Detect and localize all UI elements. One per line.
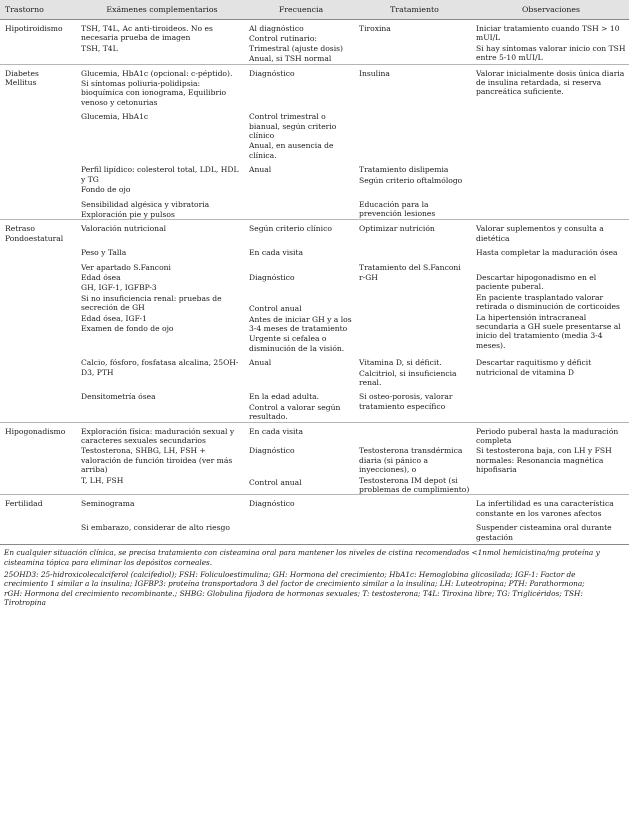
- freq-text: Antes de iniciar GH y a los 3-4 meses de tratamiento: [249, 314, 352, 333]
- table-row: [0, 160, 629, 194]
- treatment-text: Testosterona transdérmica diaria (si pánico a inyecciones), o: [359, 446, 463, 475]
- condition-name: Hipogonadismo: [5, 426, 66, 436]
- freq-text: En la edad adulta.: [249, 392, 320, 402]
- table-row: [0, 422, 629, 445]
- table-row: [0, 20, 629, 65]
- observation-text: Si testosterona baja, con LH y FSH normales: Resonancia magnética hipofisaria: [476, 446, 612, 475]
- observation-text: Hasta completar la maduración ósea: [476, 248, 618, 258]
- condition-name: Pondoestatural: [5, 233, 64, 243]
- cell-observation: [473, 243, 629, 257]
- freq-text: Anual, en ausencia de clínica.: [249, 141, 334, 160]
- cell-treatment: [356, 353, 473, 387]
- treatment-text: Tratamiento dislipemia: [359, 165, 449, 175]
- observation-text: La infertilidad es una característica constante en los varones afectos: [476, 499, 614, 518]
- exam-text: Sensibilidad algésica y vibratoria: [81, 199, 210, 209]
- treatment-text: Tratamiento del S.Fanconi: [359, 262, 461, 272]
- freq-text: En cada visita: [249, 248, 304, 258]
- observation-text: Si hay síntomas valorar inicio con TSH entre 5-10 mUI/L: [476, 43, 626, 63]
- cell-observation: [473, 107, 629, 160]
- cell-exam: [78, 243, 246, 257]
- treatment-text: Optimizar nutrición: [359, 224, 435, 234]
- cell-exam: [78, 353, 246, 387]
- cell-freq: [246, 160, 356, 194]
- table-row: [0, 64, 629, 107]
- cell-treatment: [356, 220, 473, 243]
- freq-text: Según criterio clínico: [249, 224, 332, 234]
- table-row: [0, 195, 629, 220]
- cell-trastorno: [0, 220, 78, 243]
- exam-text: Glucemia, HbA1c (opcional: c-péptido).: [81, 68, 233, 78]
- header-observaciones: Observaciones: [473, 0, 629, 20]
- freq-text: Anual, si TSH normal: [249, 54, 332, 64]
- freq-text: Anual: [249, 358, 272, 368]
- observation-text: Periodo puberal hasta la maduración completa: [476, 426, 619, 446]
- cell-exam: [78, 195, 246, 220]
- cell-trastorno: [0, 445, 78, 495]
- cell-freq: [246, 518, 356, 544]
- freq-text: Anual: [249, 165, 272, 175]
- cell-trastorno: [0, 353, 78, 387]
- observation-text: Descartar raquitismo y déficit nutricional de vitamina D: [476, 358, 592, 377]
- exam-text: Edad ósea: [81, 272, 121, 282]
- cell-trastorno: [0, 20, 78, 65]
- cell-observation: [473, 220, 629, 243]
- condition-name: Retraso: [5, 224, 35, 234]
- abbreviation-line: 25OHD3: 25-hidroxicolecalciferol (calcifediol); FSH: Foliculoestimulina; GH: Hormona del crecimiento; HbA1c: Hemoglobina glicosilada; IGF-1: Factor de: [4, 569, 576, 579]
- cell-trastorno: [0, 195, 78, 220]
- cell-observation: [473, 20, 629, 65]
- cell-trastorno: [0, 518, 78, 544]
- header-examenes: Exámenes complementarios: [78, 0, 246, 20]
- treatment-text: Insulina: [359, 68, 390, 78]
- cell-trastorno: [0, 64, 78, 107]
- observation-text: La hipertensión intracraneal secundaria a GH suele presentarse al inicio del tratamiento (media 3-4 meses).: [476, 312, 621, 350]
- cell-observation: [473, 195, 629, 220]
- cell-observation: [473, 272, 629, 353]
- cell-observation: [473, 422, 629, 445]
- footnote-abbreviations: [4, 570, 626, 608]
- cell-freq: [246, 220, 356, 243]
- treatment-text: Tiroxina: [359, 24, 391, 33]
- table-body: [0, 20, 629, 545]
- cell-treatment: [356, 272, 473, 353]
- table-row: [0, 495, 629, 518]
- treatment-text: Si osteo-porosis, valorar tratamiento específico: [359, 392, 453, 411]
- table-row: [0, 387, 629, 422]
- freq-text: Diagnóstico: [249, 446, 295, 456]
- freq-text: Control anual: [249, 304, 302, 314]
- cell-exam: [78, 387, 246, 422]
- table-row: [0, 258, 629, 272]
- freq-text: [249, 294, 353, 303]
- cell-exam: [78, 160, 246, 194]
- cell-treatment: [356, 495, 473, 518]
- cell-exam: [78, 64, 246, 107]
- cell-freq: [246, 258, 356, 272]
- header-tratamiento: Tratamiento: [356, 0, 473, 20]
- exam-text: Densitometría ósea: [81, 392, 156, 402]
- cell-exam: [78, 220, 246, 243]
- exam-text: Peso y Talla: [81, 248, 127, 258]
- exam-text: Si embarazo, considerar de alto riesgo: [81, 523, 230, 533]
- abbreviation-line: Tirotropina: [4, 598, 46, 608]
- exam-text: Seminograma: [81, 499, 135, 509]
- cell-trastorno: [0, 272, 78, 353]
- freq-text: Control a valorar según resultado.: [249, 402, 341, 422]
- cell-trastorno: [0, 422, 78, 445]
- cell-exam: [78, 422, 246, 445]
- cell-trastorno: [0, 387, 78, 422]
- exam-text: Perfil lipídico: colesterol total, LDL, HDL y TG: [81, 165, 239, 184]
- exam-text: Si no insuficiencia renal: pruebas de secreción de GH: [81, 293, 222, 313]
- observation-text: Valorar inicialmente dosis única diaria de insulina retardada, si reserva pancreática suficiente.: [476, 68, 625, 97]
- cell-observation: [473, 518, 629, 544]
- cell-observation: [473, 160, 629, 194]
- freq-text: Al diagnóstico: [249, 24, 304, 33]
- freq-text: Control anual: [249, 477, 302, 487]
- cell-treatment: [356, 160, 473, 194]
- observation-text: Descartar hipogonadismo en el paciente puberal.: [476, 272, 597, 292]
- header-row: [0, 0, 629, 20]
- exam-text: Valoración nutricional: [81, 224, 167, 234]
- freq-text: En cada visita: [249, 426, 304, 436]
- cell-exam: [78, 445, 246, 495]
- cell-freq: [246, 195, 356, 220]
- observation-text: Iniciar tratamiento cuando TSH > 10 mUI/L: [476, 24, 620, 43]
- cell-observation: [473, 445, 629, 495]
- cell-trastorno: [0, 495, 78, 518]
- header-trastorno: Trastorno: [0, 0, 78, 20]
- cell-freq: [246, 64, 356, 107]
- cell-treatment: [356, 20, 473, 65]
- exam-text: Glucemia, HbA1c: [81, 112, 149, 122]
- exam-text: GH, IGF-1, IGFBP-3: [81, 283, 157, 293]
- exam-text: Si síntomas poliuria-polidipsia: bioquímica con ionograma, Equilibrio venoso y cetonurias: [81, 79, 227, 107]
- freq-text: [249, 457, 353, 466]
- cell-treatment: [356, 107, 473, 160]
- header-frecuencia: Frecuencia: [246, 0, 356, 20]
- abbreviation-line: crecimiento 1 similar a la insulina; IGFBP3: proteína transportadora 3 del factor de crecimiento similar a la insulina; LH: Luteotropina; PTH: Parathormona;: [4, 579, 585, 589]
- treatment-text: Vitamina D, si déficit.: [359, 358, 442, 368]
- treatment-text: Testosterona IM depot (si problemas de cumplimiento): [359, 475, 470, 495]
- cell-freq: [246, 20, 356, 65]
- cell-exam: [78, 495, 246, 518]
- exam-text: T, LH, FSH: [81, 475, 124, 485]
- condition-name: Mellitus: [5, 78, 37, 88]
- cell-observation: [473, 64, 629, 107]
- table-row: [0, 518, 629, 544]
- freq-text: Diagnóstico: [249, 272, 295, 282]
- freq-text: Diagnóstico: [249, 499, 295, 509]
- table-row: [0, 243, 629, 257]
- observation-text: Valorar suplementos y consulta a dietética: [476, 224, 604, 243]
- cell-freq: [246, 387, 356, 422]
- cell-observation: [473, 258, 629, 272]
- cell-treatment: [356, 387, 473, 422]
- exam-text: Fondo de ojo: [81, 185, 131, 195]
- cell-treatment: [356, 258, 473, 272]
- cell-freq: [246, 107, 356, 160]
- freq-text: Control rutinario: Trimestral (ajuste dosis): [249, 34, 343, 53]
- cell-observation: [473, 353, 629, 387]
- cell-freq: [246, 445, 356, 495]
- exam-text: TSH, T4L, Ac anti-tiroideos. No es necesaria prueba de imagen: [81, 24, 213, 43]
- cell-trastorno: [0, 258, 78, 272]
- observation-text: En paciente trasplantado valorar retirada o disminución de corticoides: [476, 292, 620, 312]
- footnote-intro: En cualquier situación clínica, se precisa tratamiento con cisteamina oral para mantener los niveles de cistina recomendados <1nmol hemicistina/mg proteína y cisteamina tópica para eliminar los depósitos corneales.: [4, 548, 600, 567]
- cell-treatment: [356, 243, 473, 257]
- cell-treatment: [356, 64, 473, 107]
- cell-treatment: [356, 195, 473, 220]
- cell-observation: [473, 387, 629, 422]
- cell-exam: [78, 258, 246, 272]
- freq-text: Diagnóstico: [249, 68, 295, 78]
- cell-freq: [246, 353, 356, 387]
- exam-text: Edad ósea, IGF-1: [81, 313, 147, 323]
- condition-name: Diabetes: [5, 68, 39, 78]
- cell-treatment: [356, 422, 473, 445]
- table-row: [0, 220, 629, 243]
- abbreviation-line: rGH: Hormona del crecimiento recombinante.; SHBG: Globulina fijadora de hormonas sexuales; T: testosterona; T4L: Tiroxina libre; TG: Triglicéridos; TSH:: [4, 588, 583, 598]
- treatment-text: Educación para la prevención lesiones: [359, 199, 436, 218]
- observation-text: Suspender cisteamina oral durante gestación: [476, 523, 612, 542]
- cell-observation: [473, 495, 629, 518]
- cell-trastorno: [0, 160, 78, 194]
- treatment-text: r-GH: [359, 272, 378, 282]
- condition-name: Hipotiroidismo: [5, 24, 63, 33]
- cell-treatment: [356, 445, 473, 495]
- exam-text: Testosterona, SHBG, LH, FSH + valoración de función tiroidea (ver más arriba): [81, 446, 233, 475]
- cell-freq: [246, 243, 356, 257]
- cell-exam: [78, 107, 246, 160]
- freq-text: [249, 467, 353, 476]
- exam-text: Calcio, fósforo, fosfatasa alcalina, 25OH-D3, PTH: [81, 358, 239, 377]
- freq-text: Urgente si cefalea o disminución de la visión.: [249, 334, 345, 353]
- exam-text: Ver apartado S.Fanconi: [81, 262, 171, 272]
- cell-exam: [78, 518, 246, 544]
- table-row: [0, 272, 629, 353]
- table-footnote: [0, 544, 629, 607]
- condition-name: Fertilidad: [5, 499, 43, 509]
- cell-trastorno: [0, 107, 78, 160]
- freq-text: [249, 283, 353, 292]
- treatment-text: Calcitriol, si insuficiencia renal.: [359, 368, 457, 387]
- cell-freq: [246, 422, 356, 445]
- table-row: [0, 445, 629, 495]
- cell-freq: [246, 272, 356, 353]
- cell-exam: [78, 272, 246, 353]
- table-row: [0, 107, 629, 160]
- cell-exam: [78, 20, 246, 65]
- exam-text: Exploración física: maduración sexual y caracteres sexuales secundarios: [81, 426, 235, 446]
- table-header: [0, 0, 629, 20]
- cell-freq: [246, 495, 356, 518]
- treatment-text: Según criterio oftalmólogo: [359, 175, 463, 185]
- cell-treatment: [356, 518, 473, 544]
- table-row: [0, 353, 629, 387]
- freq-text: Control trimestral o bianual, según criterio clínico: [249, 112, 337, 141]
- cell-trastorno: [0, 243, 78, 257]
- exam-text: Exploración pie y pulsos: [81, 209, 175, 219]
- exam-text: Examen de fondo de ojo: [81, 323, 174, 333]
- exam-text: TSH, T4L: [81, 43, 118, 53]
